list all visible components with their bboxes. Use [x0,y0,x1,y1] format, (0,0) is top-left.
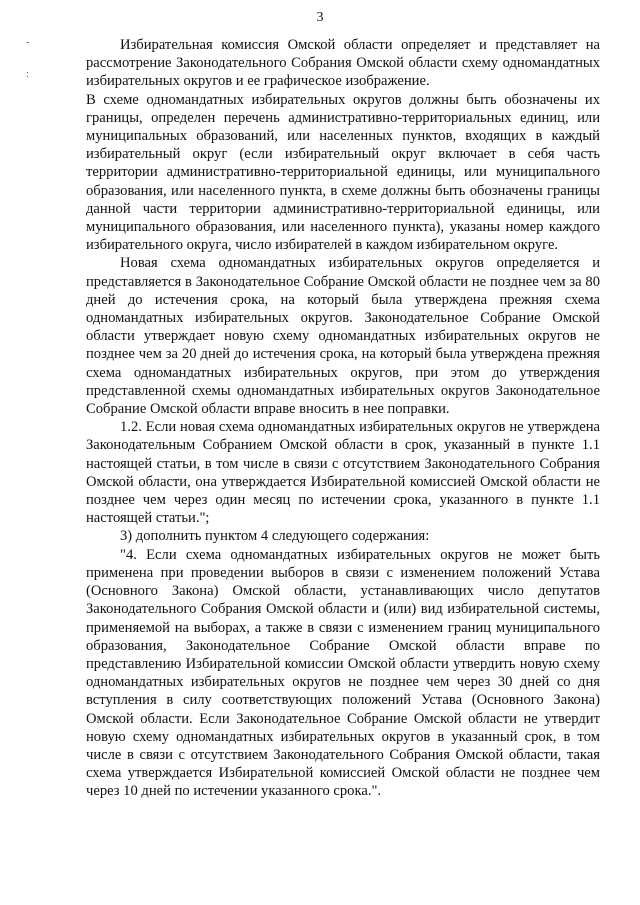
page-number: 3 [316,10,324,25]
margin-mark: : [26,69,29,80]
paragraph: 3) дополнить пунктом 4 следующего содержания: [120,528,430,545]
paragraph: Новая схема одномандатных избирательных округов определяется и представляется в Законодательное Собрание Омской области не позднее чем за 80 дней до истечения срока, на который была утверждена прежняя схема одномандатных избирательных округов. Законодательное Собрание Омской области утверждает новую схему одномандатных избирательных округов не позднее чем за 20 дней до истечения срока, на который была утверждена прежняя схема одномандатных избирательных округов, при этом до утверждения представленной схемы одномандатных избирательных округов Законодательное Собрание Омской области вправе вносить в нее поправки. [86,255,600,418]
paragraph: 1.2. Если новая схема одномандатных избирательных округов не утверждена Законодательным Собранием Омской области в срок, указанный в пункте 1.1 настоящей статьи, в том числе в связи с отсутствием Законодательного Собрания Омской области, она утверждается Избирательной комиссией Омской области не позднее чем через один месяц по истечении срока, указанного в пункте 1.1 настоящей статьи."; [86,419,600,527]
paragraph: "4. Если схема одномандатных избирательных округов не может быть применена при проведении выборов в связи с изменением положений Устава (Основного Закона) Омской области, устанавливающих число депутатов Законодательного Собрания Омской области и (или) вид избирательной системы, применяемой на выборах, а также в связи с изменением границ муниципального образования, Законодательное Собрание Омской области вправе по представлению Избирательной комиссии Омской области утвердить новую схему одномандатных избирательных округов не позднее чем через 30 дней со дня вступления в силу соответствующих положений Устава (Основного Закона) Омской области. Если Законодательное Собрание Омской области не утвердит новую схему одномандатных избирательных округов в указанный срок, в том числе в связи с отсутствием Законодательного Собрания Омской области, такая схема утверждается Избирательной комиссией Омской области не позднее чем через 10 дней по истечении указанного срока.". [86,546,600,800]
body-text [86,36,600,801]
paragraph: В схеме одномандатных избирательных округов должны быть обозначены их границы, определен перечень административно-территориальных единиц, или муниципальных образований, или населенных пунктов, входящих в каждый избирательный округ (если избирательный округ включает в себя часть территории административно-территориальной единицы, или муниципального образования, или населенного пункта, в схеме должны быть обозначены границы данной части территории административно-территориальной единицы, или муниципального образования, или населенного пункта), указаны номер каждого избирательного округа, число избирателей в каждом избирательном округе. [86,91,600,254]
margin-mark: - [26,37,30,48]
paragraph: Избирательная комиссия Омской области определяет и представляет на рассмотрение Законодательного Собрания Омской области схему одномандатных избирательных округов и ее графическое изображение. [86,37,600,90]
